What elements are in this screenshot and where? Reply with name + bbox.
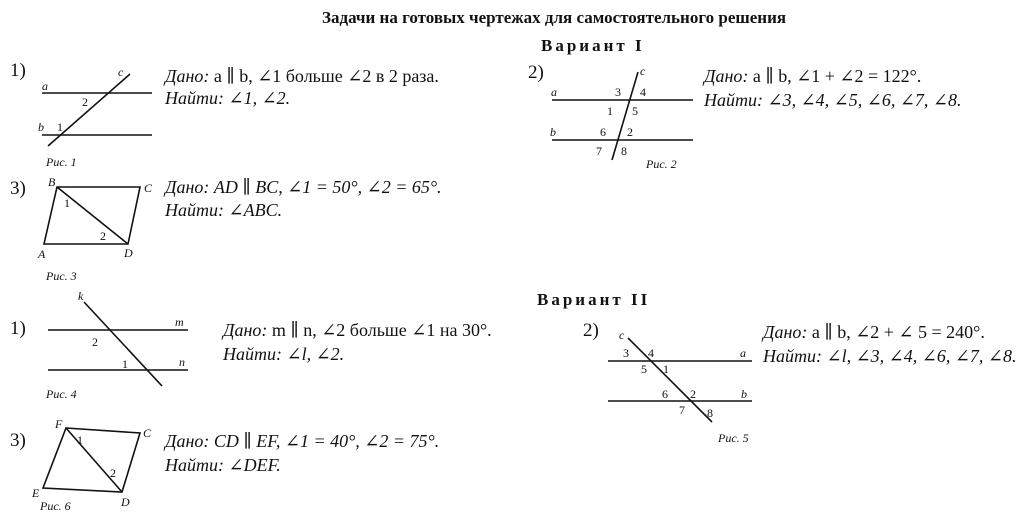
angle-5-label: 5 [641,362,647,376]
vertex-c-label: C [144,181,153,195]
problem-4-number: 1) [10,318,26,339]
parallelogram-cdef [43,428,140,492]
angle-4-label: 4 [640,85,646,99]
diagonal-fd [66,428,122,492]
figure-6-caption: Рис. 6 [40,499,71,513]
problem-2-find: Найти: ∠3, ∠4, ∠5, ∠6, ∠7, ∠8. [704,90,962,110]
angle-1-label: 1 [64,196,70,210]
label-a: a [42,79,48,93]
angle-2-label: 2 [110,466,116,480]
problem-2-number: 2) [528,62,544,83]
vertex-d-label: D [121,495,130,509]
problem-5-given: Дано: a ∥ b, ∠2 + ∠ 5 = 240°. [763,322,985,342]
angle-6-label: 6 [662,387,668,401]
figure-2-caption: Рис. 2 [646,157,677,171]
problem-3-number: 3) [10,178,26,199]
variant-1-heading: Вариант I [541,36,645,55]
angle-8-label: 8 [621,144,627,158]
label-c: c [619,328,625,342]
figure-1-caption: Рис. 1 [46,155,77,169]
problem-6-number: 3) [10,430,26,451]
angle-3-label: 3 [623,346,629,360]
label-b: b [550,125,556,139]
angle-7-label: 7 [596,144,602,158]
label-n: n [179,355,185,369]
vertex-d-label: D [124,246,133,260]
problem-1-find: Найти: ∠1, ∠2. [165,88,291,108]
label-k: k [78,289,84,303]
problem-4-find: Найти: ∠l, ∠2. [223,344,345,364]
label-c: c [118,65,124,79]
label-a: a [551,85,557,99]
problem-3-find: Найти: ∠ABC. [165,200,283,220]
problem-6-given: Дано: CD ∥ EF, ∠1 = 40°, ∠2 = 75°. [165,431,440,451]
angle-1-label: 1 [607,104,613,118]
label-b: b [741,387,747,401]
angle-2-label: 2 [627,125,633,139]
label-b: b [38,120,44,134]
problem-1-number: 1) [10,60,26,81]
angle-1-label: 1 [663,362,669,376]
angle-3-label: 3 [615,85,621,99]
angle-1-label: 1 [122,357,128,371]
page-title: Задачи на готовых чертежах для самостоятельного решения [322,8,787,27]
figure-5-caption: Рис. 5 [718,431,749,445]
problem-1-given: Дано: a ∥ b, ∠1 больше ∠2 в 2 раза. [165,66,439,86]
problem-2-given: Дано: a ∥ b, ∠1 + ∠2 = 122°. [704,66,922,86]
angle-4-label: 4 [648,346,654,360]
problem-5-number: 2) [583,320,599,341]
vertex-a-label: A [38,247,46,261]
vertex-b-label: B [48,175,56,189]
problem-6-find: Найти: ∠DEF. [165,455,281,475]
angle-2-label: 2 [82,95,88,109]
variant-2-heading: Вариант II [537,290,651,309]
figure-4-caption: Рис. 4 [46,387,77,401]
label-m: m [175,315,184,329]
label-c: c [640,64,646,78]
angle-1-label: 1 [57,120,63,134]
vertex-f-label: F [55,417,63,431]
label-a: a [740,346,746,360]
vertex-c-label: C [143,426,152,440]
angle-6-label: 6 [600,125,606,139]
figure-3-caption: Рис. 3 [46,269,77,283]
angle-2-label: 2 [690,387,696,401]
angle-1-label: 1 [77,433,83,447]
vertex-e-label: E [32,486,40,500]
problem-4-given: Дано: m ∥ n, ∠2 больше ∠1 на 30°. [223,320,492,340]
angle-5-label: 5 [632,104,638,118]
problem-5-find: Найти: ∠l, ∠3, ∠4, ∠6, ∠7, ∠8. [763,346,1017,366]
problem-3-given: Дано: AD ∥ BC, ∠1 = 50°, ∠2 = 65°. [165,177,442,197]
angle-7-label: 7 [679,403,685,417]
transversal-c [628,338,712,422]
angle-2-label: 2 [100,229,106,243]
angle-8-label: 8 [707,406,713,420]
angle-2-label: 2 [92,335,98,349]
